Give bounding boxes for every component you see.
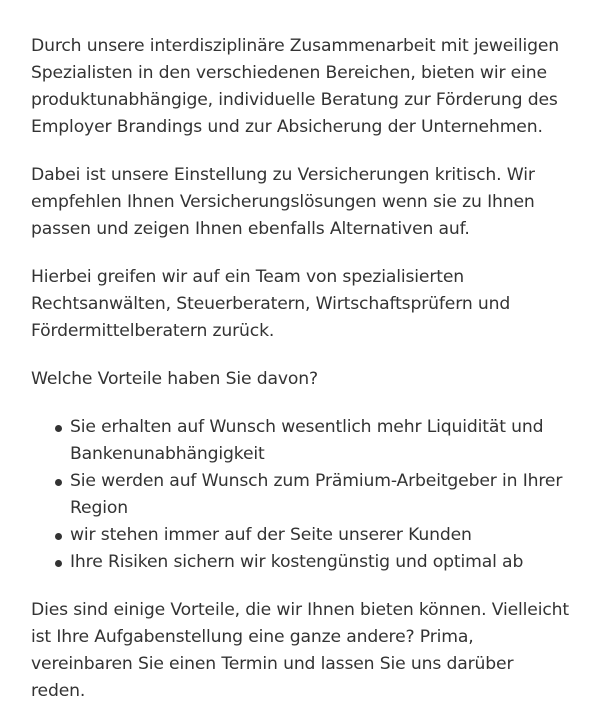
bullet-icon bbox=[55, 560, 62, 567]
intro-paragraph: Durch unsere interdisziplinäre Zusammenarbeit mit jeweiligen Spezialisten in den verschiedenen Bereichen, bieten wir eine produktunabhängige, individuelle Beratung zur Förderung des Employer Brandings und zur Absicherung der Unternehmen. bbox=[31, 36, 560, 137]
list-item-text: Sie werden auf Wunsch zum Prämium-Arbeitgeber in Ihrer Region bbox=[70, 471, 563, 518]
bullet-icon bbox=[55, 425, 62, 432]
bullet-icon bbox=[55, 479, 62, 486]
list-item-text: Sie erhalten auf Wunsch wesentlich mehr Liquidität und Bankenunabhängigkeit bbox=[70, 417, 544, 464]
list-item bbox=[70, 522, 572, 549]
team-paragraph: Hierbei greifen wir auf ein Team von spezialisierten Rechtsanwälten, Steuerberatern, Wirtschaftsprüfern und Fördermittelberatern zurück. bbox=[31, 267, 511, 341]
bullet-icon bbox=[55, 533, 62, 540]
list-item-text: Ihre Risiken sichern wir kostengünstig und optimal ab bbox=[70, 552, 524, 572]
insurance-paragraph: Dabei ist unsere Einstellung zu Versicherungen kritisch. Wir empfehlen Ihnen Versicherungslösungen wenn sie zu Ihnen passen und zeigen Ihnen ebenfalls Alternativen auf. bbox=[31, 165, 535, 239]
list-item bbox=[70, 414, 572, 468]
list-item-text: wir stehen immer auf der Seite unserer Kunden bbox=[70, 525, 472, 545]
list-item bbox=[70, 549, 572, 576]
list-item bbox=[70, 468, 572, 522]
benefits-list bbox=[31, 414, 572, 576]
benefits-question: Welche Vorteile haben Sie davon? bbox=[31, 369, 318, 389]
closing-paragraph: Dies sind einige Vorteile, die wir Ihnen bieten können. Vielleicht ist Ihre Aufgabenstellung eine ganze andere? Prima, vereinbaren Sie einen Termin und lassen Sie uns darüber reden. bbox=[31, 600, 569, 701]
